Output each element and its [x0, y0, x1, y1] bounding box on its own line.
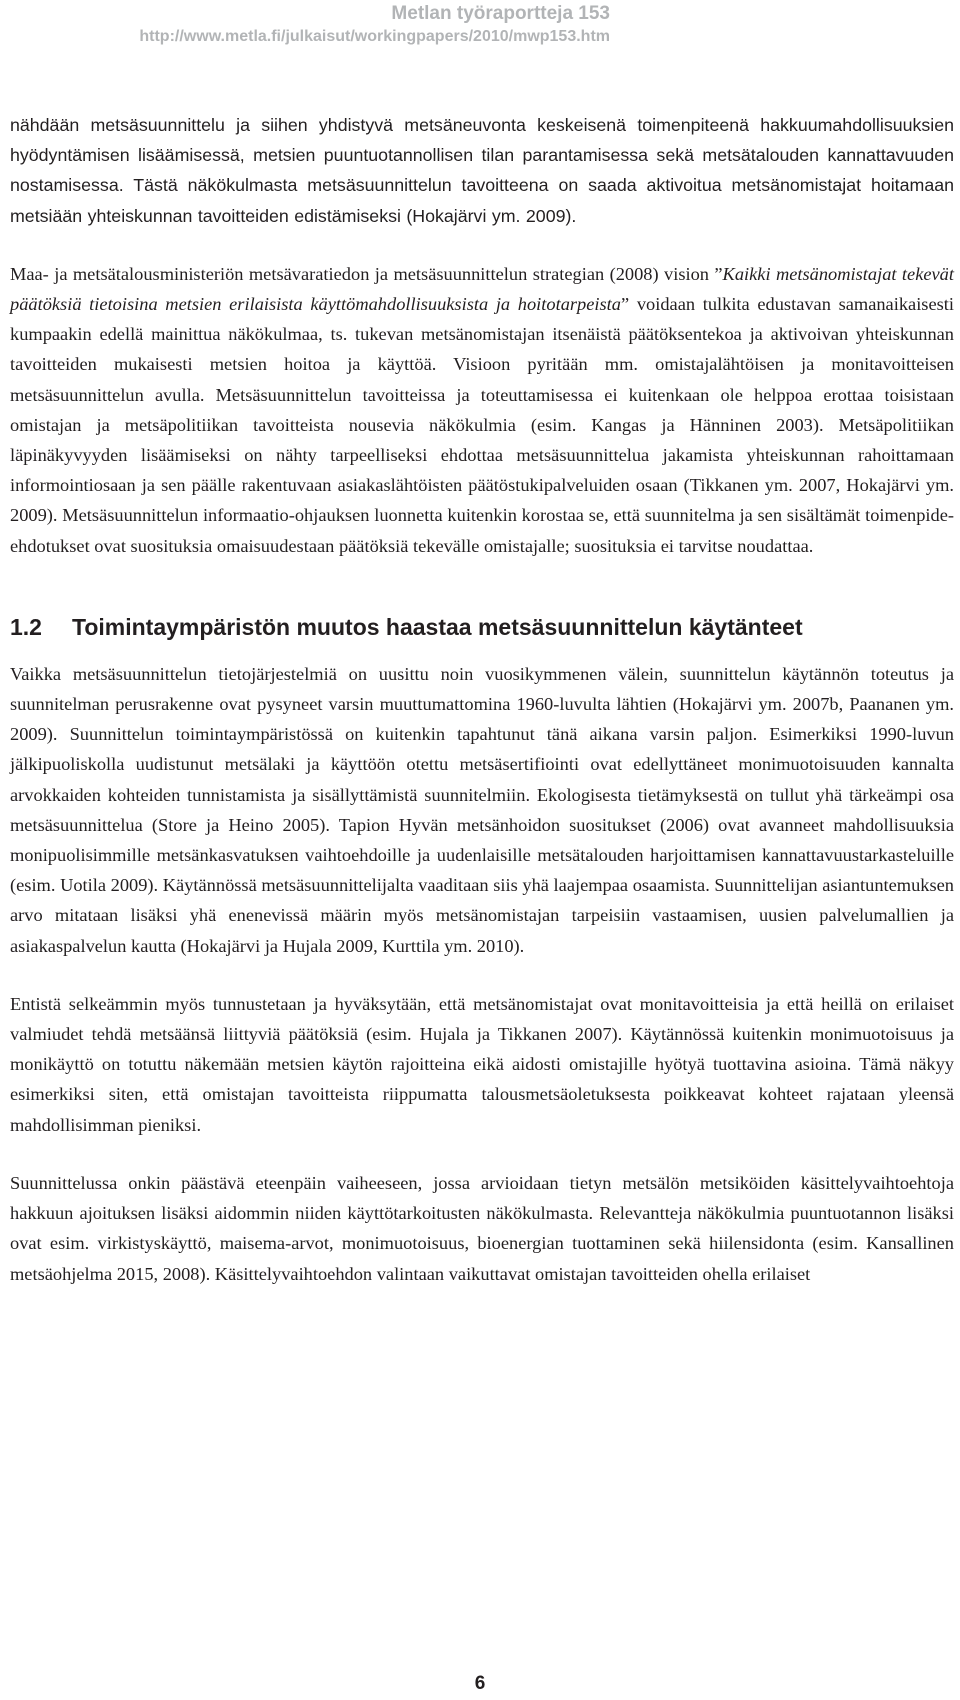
series-title: Metlan työraportteja 153: [391, 3, 610, 24]
paragraph-2-text-start: Maa- ja metsätalousministeriön metsävaratiedon ja metsäsuunnittelun strategian (2008) vision ”: [10, 263, 723, 284]
section-title: Toimintaympäristön muutos haastaa metsäsuunnittelun käytänteet: [72, 613, 803, 640]
paragraph-5: Suunnittelussa onkin päästävä eteenpäin vaiheeseen, jossa arvioidaan tietyn metsälön metsiköiden käsittelyvaihtoehtoja hakkuun ajoituksen lisäksi aidommin niiden käyttötarkoitusten näkökulmasta. Relevantteja näkökulmia puuntuotannon lisäksi ovat esim. virkistyskäyttö, maisema-arvot, monimuotoisuus, bioenergian tuottaminen sekä hiilensidonta (esim. Kansallinen metsäohjelma 2015, 2008). Käsittelyvaihtoehdon valintaan vaikuttavat omistajan tavoitteiden ohella erilaiset: [10, 1172, 954, 1284]
vision-quote: Kaikki metsänomistajat tekevät päätöksiä tietoisina metsien erilaisista käyttömahdollisuuksista ja hoitotarpeista: [10, 263, 954, 315]
paragraph-2: [10, 259, 954, 561]
paragraph-gap: [10, 1140, 954, 1168]
paragraph-4: Entistä selkeämmin myös tunnustetaan ja hyväksytään, että metsänomistajat ovat monitavoitteisia ja että heillä on erilaiset valmiudet tehdä metsäänsä liittyviä päätöksiä (esim. Hujala ja Tikkanen 2007). Käytännössä kuitenkin monimuotoisuus ja monikäyttö on totuttu näkemään metsien käytön rajoitteina eikä aidosti omistajille hyötyä tuottavina asioina. Tämä näkyy esimerkiksi siten, että omistajan tavoitteista riippumatta talousmetsäoletuksesta poikkeavat kohteet rajataan yleensä mahdollisimman pieniksi.: [10, 993, 954, 1135]
running-header: [139, 2, 610, 48]
page-body: [10, 110, 954, 1289]
publication-url[interactable]: http://www.metla.fi/julkaisut/workingpapers/2010/mwp153.htm: [139, 28, 610, 45]
page-number: 6: [474, 1673, 486, 1694]
paragraph-2-text-end: ” voidaan tulkita edustavan samanaikaisesti kumpaakin edellä mainittua näkökulmaa, ts. tukevan metsänomistajan itsenäistä päätöksentekoa ja aktivoivan yhteiskunnan tavoitteiden mukaisesti metsien hoitoa ja käyttöä. Visioon pyritään mm. omistajalähtöisen ja monitavoitteisen metsäsuunnittelun avulla. Metsäsuunnittelun tavoitteissa ja toteuttamisessa ei kuitenkaan ole helppoa erottaa toisistaan omistajan ja metsäpolitiikan tavoitteista nousevia näkökulmia (esim. Kangas ja Hänninen 2003). Metsäpolitiikan läpinäkyvyyden lisäämiseksi on nähty tarpeelliseksi ehdottaa metsäsuunnittelua jakamista yhteiskunnan rahoittamaan informointiosaan ja sen päälle rakentuvaan asiakaslähtöisten päätöstukipalveluiden osaan (Tikkanen ym. 2007, Hokajärvi ym. 2009). Metsäsuunnittelun informaatio-ohjauksen luonnetta kuitenkin korostaa se, että suunnitelma ja sen sisältämät toimenpide-ehdotukset ovat suosituksia omaisuudestaan päätöksiä tekevälle omistajalle; suosituksia ei tarvitse noudattaa.: [10, 294, 954, 556]
paragraph-3: Vaikka metsäsuunnittelun tietojärjestelmiä on uusittu noin vuosikymmenen välein, suunnittelun käytännön toteutus ja suunnitelman perusrakenne ovat pysyneet varsin muuttumattomina 1960-luvulta lähtien (Hokajärvi ym. 2007b, Paananen ym. 2009). Suunnittelun toimintaympäristössä on kuitenkin tapahtunut tänä aikana varsin paljon. Esimerkiksi 1990-luvun jälkipuoliskolla uudistunut metsälaki ja käyttöön otettu metsäsertifiointi ovat edellyttäneet monimuotoisuuden kannalta arvokkaiden kohteiden tunnistamista ja sisällyttämistä suunnitelmiin. Ekologisesta tietämyksestä on tullut yhä tärkeämpi osa metsäsuunnittelua (Store ja Heino 2005). Tapion Hyvän metsänhoidon suositukset (2006) ovat avanneet mahdollisuuksia monipuolisimmille metsänkasvatuksen vaihtoehdoille ja uudenlaisille metsätalouden harjoittamisen kannattavuustarkasteluille (esim. Uotila 2009). Käytännössä metsäsuunnittelijalta vaaditaan siis yhä laajempaa osaamista. Suunnittelijan asiantuntemuksen arvo mitataan lisäksi yhä enenevissä määrin myös metsänomistajan tarpeisiin vastaamisen, uusien palvelumallien ja asiakaspalvelun kautta (Hokajärvi ja Hujala 2009, Kurttila ym. 2010).: [10, 663, 954, 956]
paragraph-gap: [10, 961, 954, 989]
paragraph-gap: [10, 231, 954, 259]
section-number: 1.2: [10, 613, 42, 640]
section-heading: [10, 609, 954, 645]
paragraph-1: nähdään metsäsuunnittelu ja siihen yhdistyvä metsäneuvonta keskeisenä toimenpiteenä hakkuumahdollisuuksien hyödyntämisen lisäämisessä, metsien puuntuotannollisen tilan parantamisessa sekä metsätalouden kannattavuuden nostamisessa. Tästä näkökulmasta metsäsuunnittelun tavoitteena on saada aktivoitua metsänomistajat hoitamaan metsiään yhteiskunnan tavoitteiden edistämiseksi (Hokajärvi ym. 2009).: [10, 115, 954, 226]
